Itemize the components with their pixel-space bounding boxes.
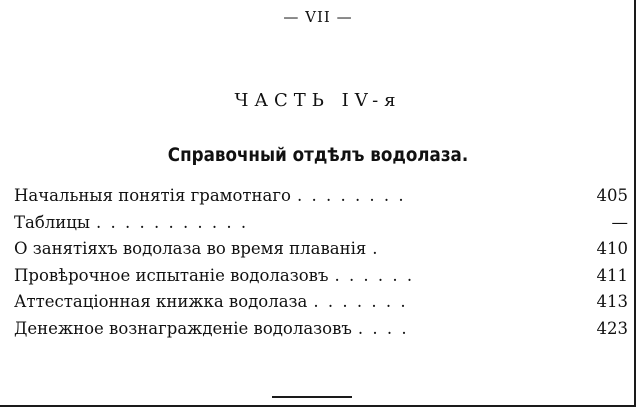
- toc-dot-leader: . . . . . .: [334, 265, 415, 285]
- closing-rule: [272, 396, 352, 398]
- toc-entry: [14, 292, 628, 319]
- toc-dot-leader: . . . . . . . . . . .: [96, 212, 249, 232]
- toc-entry: [14, 213, 628, 240]
- toc-entry-page: 423: [596, 318, 628, 338]
- toc-entry-page: 411: [596, 265, 628, 285]
- toc-entry-title: О занятіяхъ водолаза во время плаванія: [14, 239, 367, 258]
- toc-entry-page: —: [611, 212, 628, 232]
- toc-entry-page: 410: [596, 239, 628, 258]
- toc-entry: [14, 266, 628, 293]
- toc-dot-leader: . . . . . . . .: [296, 186, 406, 205]
- page-number: — VII —: [283, 8, 353, 26]
- toc-dot-leader: . . . .: [357, 318, 409, 338]
- toc-entry-title: Денежное вознагражденіе водолазовъ: [14, 318, 352, 338]
- table-of-contents: [14, 186, 628, 345]
- toc-entry-page: 405: [596, 186, 628, 205]
- toc-entry-title: Таблицы: [14, 212, 90, 232]
- toc-entry: [14, 186, 628, 213]
- section-title: Справочный отдѣлъ водолаза.: [167, 144, 469, 166]
- toc-entry-title: Аттестаціонная книжка водолаза: [14, 292, 308, 311]
- part-heading: ЧАСТЬ IV-я: [234, 90, 402, 111]
- toc-dot-leader: . . . . . . .: [313, 292, 408, 311]
- toc-entry: [14, 319, 628, 346]
- toc-entry-page: 413: [596, 292, 628, 311]
- toc-dot-leader: .: [372, 239, 380, 258]
- toc-entry: [14, 239, 628, 266]
- toc-entry-title: Начальныя понятія грамотнаго: [14, 186, 291, 205]
- toc-entry-title: Провѣрочное испытаніе водолазовъ: [14, 265, 329, 285]
